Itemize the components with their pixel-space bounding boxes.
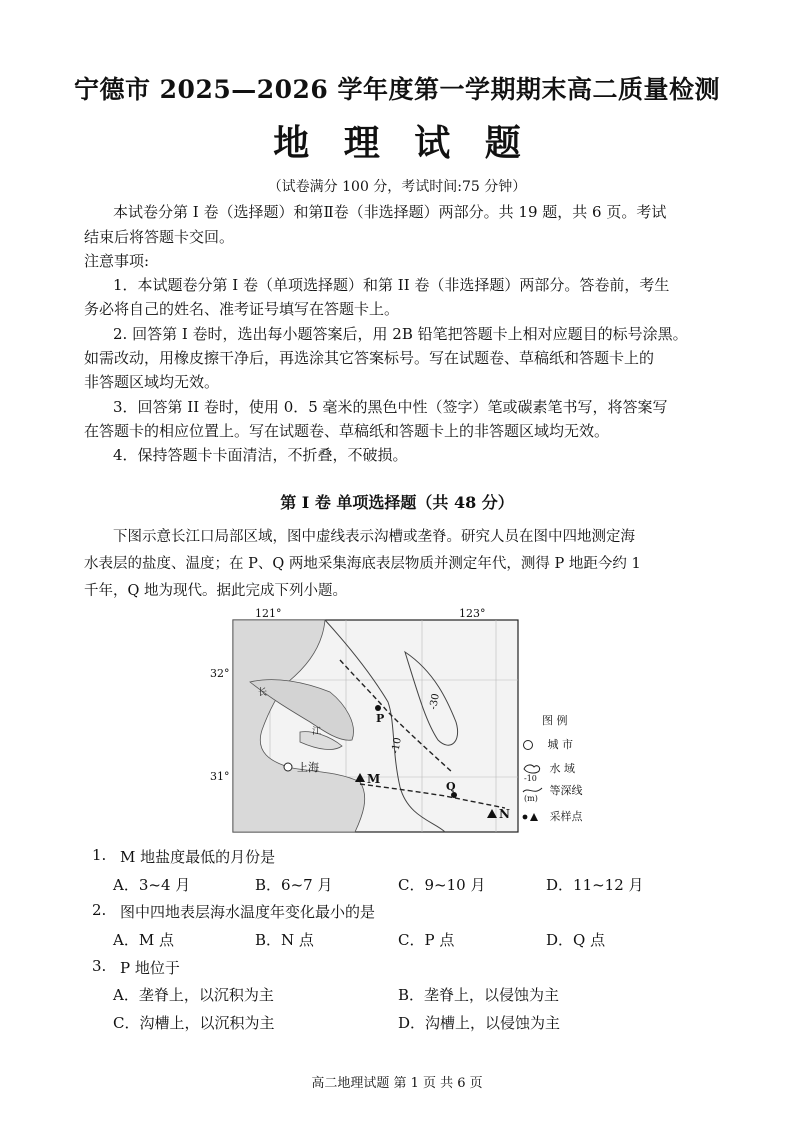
note-2: 2. 回答第 I 卷时，选出每小题答案后，用 2B 铅笔把答题卡上相对应题目的标号涂黑。 <box>113 325 688 343</box>
point-p-label: P <box>376 712 385 725</box>
passage-line: 千年，Q 地为现代。据此完成下列小题。 <box>84 583 347 599</box>
option-c: C．9~10 月 <box>398 876 486 894</box>
option-d: D．Q 点 <box>546 931 606 949</box>
legend-city-icon <box>522 739 536 751</box>
lat-31-label: 31° <box>210 770 230 783</box>
option-b: B．N 点 <box>255 931 314 949</box>
point-m-label: M <box>367 772 381 786</box>
passage-line: 水表层的盐度、温度；在 P、Q 两地采集海底表层物质并测定年代，测得 P 地距今约 1 <box>84 556 641 572</box>
passage-line: 下图示意长江口局部区域，图中虚线表示沟槽或垄脊。研究人员在图中四地测定海 <box>113 529 635 545</box>
legend-water-row: 水 域 <box>522 760 575 776</box>
shanghai-city-icon <box>284 763 292 771</box>
note-2-cont: 如需改动，用橡皮擦干净后，再选涂其它答案标号。写在试题卷、草稿纸和答题卡上的 <box>84 349 655 367</box>
exam-info: （试卷满分 100 分，考试时间:75 分钟） <box>267 179 527 195</box>
legend-sample-icon <box>522 811 540 823</box>
option-b: B．6~7 月 <box>255 876 333 894</box>
section-title: 第 I 卷 单项选择题（共 48 分） <box>280 493 514 512</box>
intro-line: 本试卷分第 I 卷（选择题）和第Ⅱ卷（非选择题）两部分。共 19 题，共 6 页。考试 <box>113 203 667 221</box>
subject-title: 地 理 试 题 <box>273 122 521 164</box>
point-q-label: Q <box>446 780 456 793</box>
legend-depth-value: -10 <box>524 774 537 783</box>
exam-title: 宁德市 2025—2026 学年度第一学期期末高二质量检测 <box>73 75 721 104</box>
option-a: A．垄脊上，以沉积为主 <box>113 986 274 1004</box>
river-label: 江 <box>312 727 322 737</box>
note-3: 3．回答第 II 卷时，使用 0．5 毫米的黑色中性（签字）笔或碳素笔书写，将答案写 <box>113 398 668 416</box>
legend-title: 图 例 <box>542 714 568 727</box>
legend-city-row: 城 市 <box>522 736 573 752</box>
option-d: D．沟槽上，以侵蚀为主 <box>398 1014 561 1032</box>
option-a: A．3~4 月 <box>113 876 191 894</box>
question-stem: P 地位于 <box>120 959 180 977</box>
note-1: 1．本试题卷分第 I 卷（单项选择题）和第 II 卷（非选择题）两部分。答卷前，考生 <box>113 276 670 294</box>
river-label: 长 <box>258 688 268 698</box>
note-2-cont: 非答题区域均无效。 <box>84 373 220 391</box>
lat-32-label: 32° <box>210 667 230 680</box>
option-d: D．11~12 月 <box>546 876 644 894</box>
note-1-cont: 务必将自己的姓名、准考证号填写在答题卡上。 <box>84 300 400 318</box>
note-3-cont: 在答题卡的相应位置上。写在试题卷、草稿纸和答题卡上的非答题区域均无效。 <box>84 422 610 440</box>
question-number: 3. <box>92 957 107 975</box>
option-a: A．M 点 <box>113 931 174 949</box>
depth-10-label: -10 <box>390 736 404 755</box>
page-footer: 高二地理试题 第 1 页 共 6 页 <box>311 1076 483 1091</box>
sample-p-icon <box>375 705 381 711</box>
depth-30-label: -30 <box>428 692 442 711</box>
point-n-label: N <box>499 807 510 821</box>
intro-line: 结束后将答题卡交回。 <box>84 228 235 246</box>
legend-depth-unit: (m) <box>524 794 538 803</box>
lon-121-label: 121° <box>255 607 282 620</box>
option-c: C．沟槽上，以沉积为主 <box>113 1014 275 1032</box>
map-legend <box>522 712 622 822</box>
option-c: C．P 点 <box>398 931 455 949</box>
lon-123-label: 123° <box>459 607 486 620</box>
question-number: 1. <box>92 846 107 864</box>
shanghai-label: 上海 <box>297 761 319 774</box>
question-number: 2. <box>92 901 107 919</box>
legend-sample-row: 采样点 <box>522 808 583 824</box>
option-b: B．垄脊上，以侵蚀为主 <box>398 986 560 1004</box>
legend-depth-row: -10 (m) 等深线 <box>524 774 583 803</box>
notes-title: 注意事项: <box>84 252 150 270</box>
note-4: 4．保持答题卡卡面清洁，不折叠，不破损。 <box>113 446 408 464</box>
question-stem: M 地盐度最低的月份是 <box>120 848 276 866</box>
question-stem: 图中四地表层海水温度年变化最小的是 <box>120 903 376 921</box>
